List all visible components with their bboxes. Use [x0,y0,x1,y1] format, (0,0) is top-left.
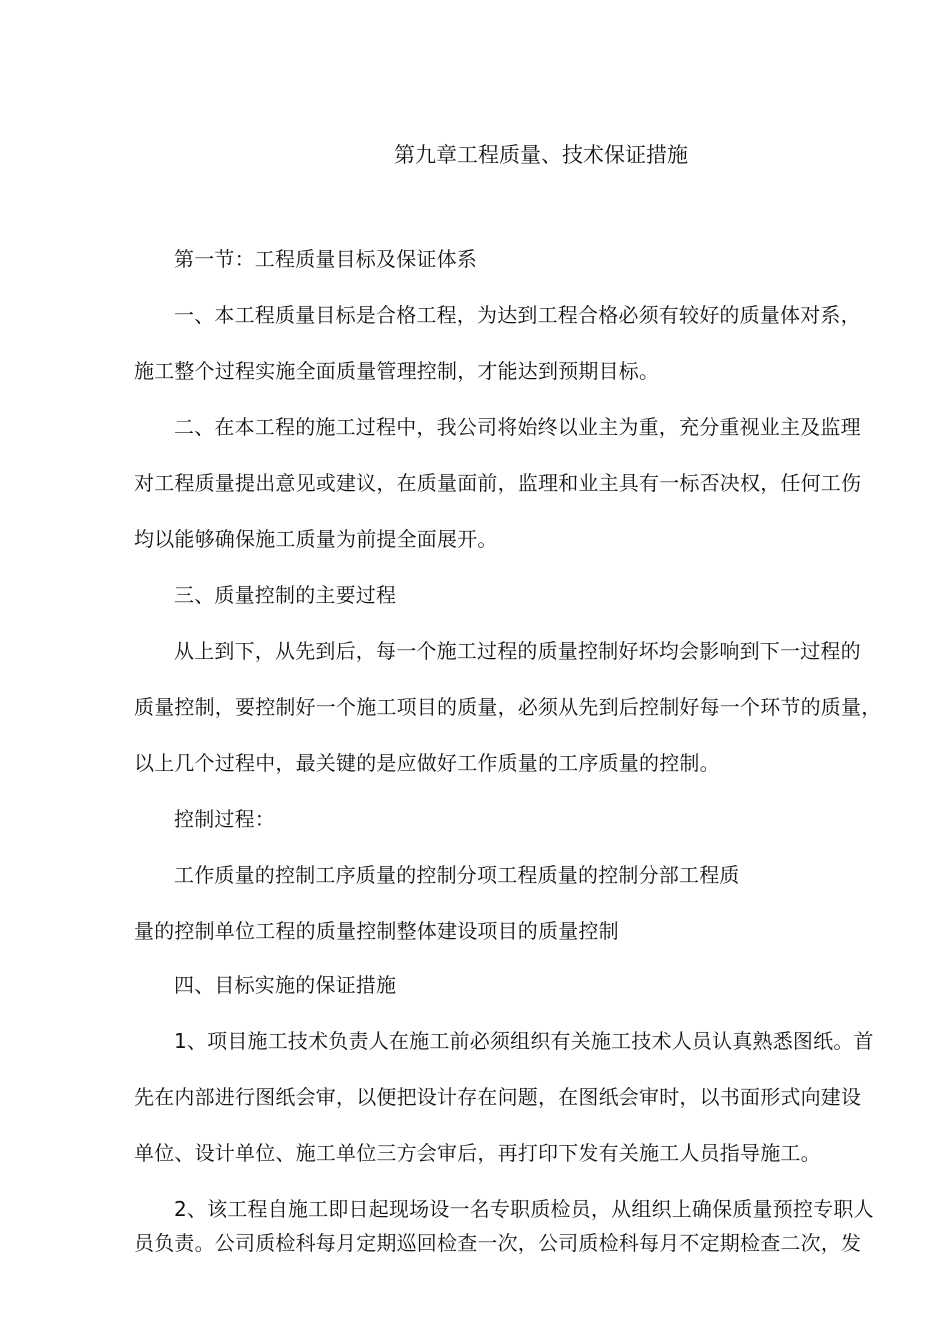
paragraph-line: 工作质量的控制工序质量的控制分项工程质量的控制分部工程质 [174,863,740,887]
paragraph-line: 一、本工程质量目标是合格工程，为达到工程合格必须有较好的质量体对系， [174,303,861,327]
subheading: 控制过程： [174,807,275,831]
chapter-title: 第九章工程质量、技术保证措施 [394,143,688,167]
paragraph-line: 以上几个过程中，最关键的是应做好工作质量的工序质量的控制。 [134,751,720,775]
paragraph-line: 先在内部进行图纸会审，以便把设计存在问题，在图纸会审时，以书面形式向建设 [134,1085,862,1109]
paragraph-line: 从上到下，从先到后，每一个施工过程的质量控制好坏均会影响到下一过程的 [174,639,861,663]
paragraph-line: 二、在本工程的施工过程中，我公司将始终以业主为重，充分重视业主及监理 [174,415,861,439]
paragraph-line: 均以能够确保施工质量为前提全面展开。 [134,527,498,551]
paragraph-line: 施工整个过程实施全面质量管理控制，才能达到预期目标。 [134,359,660,383]
paragraph-line: 单位、设计单位、施工单位三方会审后，再打印下发有关施工人员指导施工。 [134,1141,821,1165]
paragraph-line: 员负责。公司质检科每月定期巡回检查一次，公司质检科每月不定期检查二次，发 [134,1231,862,1255]
paragraph-line: 对工程质量提出意见或建议，在质量面前，监理和业主具有一标否决权，任何工伤 [134,471,862,495]
section-heading: 第一节：工程质量目标及保证体系 [174,247,477,271]
paragraph-line: 质量控制，要控制好一个施工项目的质量，必须从先到后控制好每一个环节的质量， [134,695,882,719]
paragraph-line: 1、项目施工技术负责人在施工前必须组织有关施工技术人员认真熟悉图纸。首 [174,1029,874,1053]
subheading: 三、质量控制的主要过程 [174,583,397,607]
subheading: 四、目标实施的保证措施 [174,973,397,997]
paragraph-line: 量的控制单位工程的质量控制整体建设项目的质量控制 [134,919,619,943]
paragraph-line: 2、该工程自施工即日起现场设一名专职质检员，从组织上确保质量预控专职人 [174,1197,874,1221]
